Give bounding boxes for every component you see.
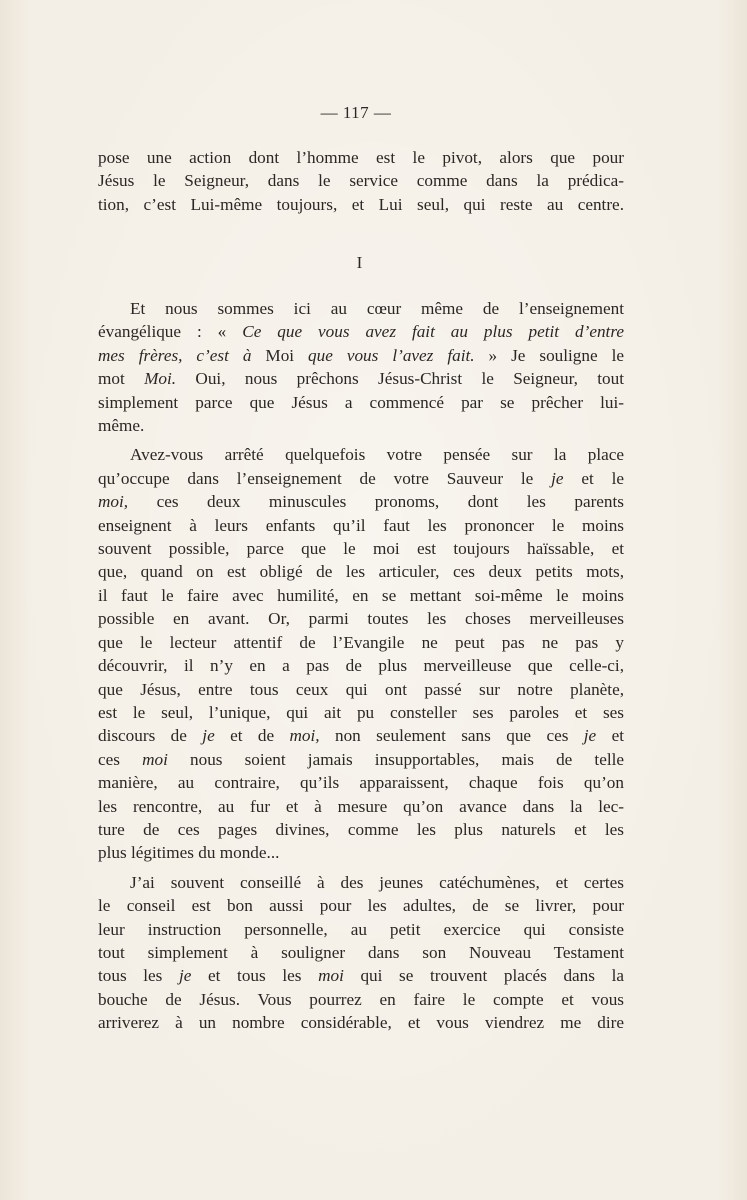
section-heading: I [356, 253, 363, 272]
text-line: Avez-vous arrêté quelquefois votre pensée sur la place [130, 445, 624, 465]
text-line: Jésus le Seigneur, dans le service comme dans la prédica- [98, 171, 624, 191]
text-line: arriverez à un nombre considérable, et vous viendrez me dire [98, 1013, 624, 1033]
text-line: ces moi nous soient jamais insupportables, mais de telle [98, 749, 625, 769]
text-line: les rencontre, au fur et à mesure qu’on avance dans la lec- [98, 796, 624, 816]
text-line: mot Moi. Oui, nous prêchons Jésus-Christ le Seigneur, tout [98, 369, 624, 389]
text-line: évangélique : « Ce que vous avez fait au plus petit d’entre [98, 322, 624, 342]
text-line: tous les je et tous les moi qui se trouvent placés dans la [98, 966, 624, 986]
paragraph-je-moi [98, 443, 624, 864]
text-line: le conseil est bon aussi pour les adultes, de se livrer, pour [98, 896, 624, 916]
text-line: plus légitimes du monde... [98, 843, 280, 863]
text-line: enseignent à leurs enfants qu’il faut les prononcer le moins [98, 515, 624, 535]
text-line: J’ai souvent conseillé à des jeunes catéchumènes, et certes [130, 872, 624, 892]
text-line: leur instruction personnelle, au petit exercice qui consiste [98, 919, 624, 939]
text-line: que, quand on est obligé de les articuler, ces deux petits mots, [98, 562, 624, 582]
text-line: mes frères, c’est à Moi que vous l’avez fait. » Je souligne le [98, 345, 624, 365]
text-line: possible en avant. Or, parmi toutes les choses merveilleuses [98, 609, 624, 629]
paragraph-gospel-quote [98, 297, 624, 437]
text-line: bouche de Jésus. Vous pourrez en faire le compte et vous [98, 989, 624, 1009]
text-line: ture de ces pages divines, comme les plus naturels et les [98, 819, 624, 839]
text-line: pose une action dont l’homme est le pivot, alors que pour [98, 148, 624, 167]
text-line: moi, ces deux minuscules pronoms, dont les parents [98, 492, 624, 512]
text-line: tout simplement à souligner dans son Nouveau Testament [98, 942, 624, 962]
text-line: même. [98, 416, 145, 436]
paragraph-catechumens [98, 871, 624, 1035]
text-line: discours de je et de moi, non seulement sans que ces je et [98, 726, 624, 746]
text-line: il faut le faire avec humilité, en se mettant soi-même le moins [98, 585, 624, 605]
text-line: qu’occupe dans l’enseignement de votre Sauveur le je et le [98, 468, 625, 488]
text-line: tion, c’est Lui-même toujours, et Lui seul, qui reste au centre. [98, 194, 624, 214]
text-line: manière, au contraire, qu’ils apparaissent, chaque fois qu’on [98, 773, 624, 793]
page-number: — 117 — [320, 103, 392, 122]
text-line: que le lecteur attentif de l’Evangile ne peut pas ne pas y [98, 632, 624, 652]
text-line: Et nous sommes ici au cœur même de l’enseignement [130, 299, 624, 318]
text-line: souvent possible, parce que le moi est toujours haïssable, et [98, 539, 624, 559]
body-text [98, 297, 624, 1035]
text-line: est le seul, l’unique, qui ait pu consteller ses paroles et ses [98, 702, 624, 722]
text-line: que Jésus, entre tous ceux qui ont passé sur notre planète, [98, 679, 624, 699]
paragraph-continuation [98, 146, 624, 216]
text-line: découvrir, il n’y en a pas de plus merveilleuse que celle-ci, [98, 656, 624, 676]
text-line: simplement parce que Jésus a commencé par se prêcher lui- [98, 392, 624, 412]
